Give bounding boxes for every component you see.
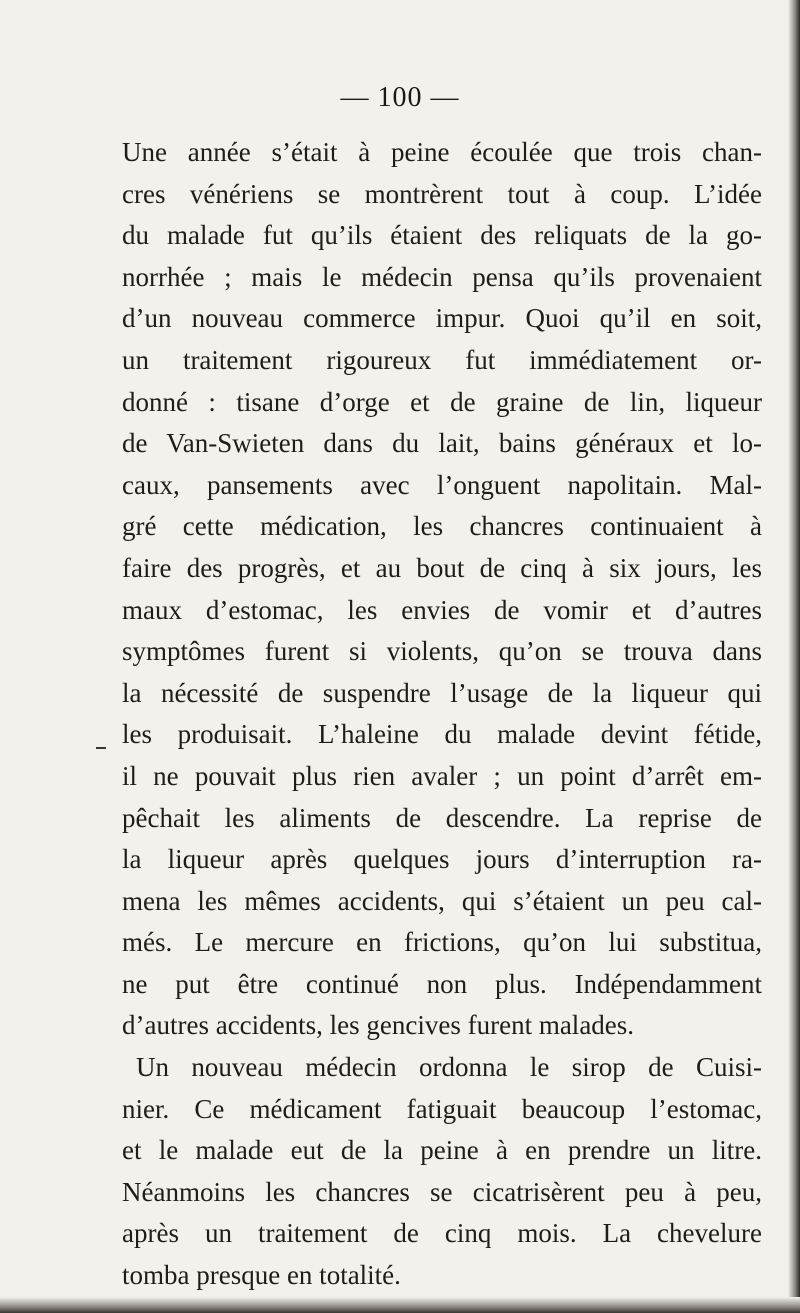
text-line: tomba presque en totalité.	[122, 1260, 401, 1291]
text-line: cres vénériens se montrèrent tout à coup. L’idée	[122, 178, 762, 209]
page-number: — 100 —	[340, 82, 460, 113]
text-line: après un traitement de cinq mois. La chevelure	[122, 1218, 762, 1249]
text-line: pêchait les aliments de descendre. La reprise de	[122, 802, 762, 833]
text-line: gré cette médication, les chancres continuaient à	[122, 511, 762, 542]
body-text	[122, 132, 762, 1297]
text-line: et le malade eut de la peine à en prendre un litre.	[122, 1135, 762, 1166]
text-line: un traitement rigoureux fut immédiatement or-	[122, 344, 762, 375]
text-line: il ne pouvait plus rien avaler ; un point d’arrêt em-	[122, 760, 762, 791]
text-line: Néanmoins les chancres se cicatrisèrent peu à peu,	[122, 1176, 762, 1207]
text-line: caux, pansements avec l’onguent napolitain. Mal-	[122, 469, 762, 500]
text-line: maux d’estomac, les envies de vomir et d’autres	[122, 594, 762, 625]
text-line: Une année s’était à peine écoulée que trois chan-	[122, 137, 762, 167]
text-line: de Van-Swieten dans du lait, bains généraux et lo-	[122, 428, 762, 459]
text-line: d’un nouveau commerce impur. Quoi qu’il en soit,	[122, 303, 762, 334]
text-line: du malade fut qu’ils étaient des reliquats de la go-	[122, 220, 762, 251]
text-line: donné : tisane d’orge et de graine de lin, liqueur	[122, 386, 762, 417]
text-line: symptômes furent si violents, qu’on se trouva dans	[122, 636, 762, 667]
text-line: la nécessité de suspendre l’usage de la liqueur qui	[122, 677, 762, 708]
text-line: faire des progrès, et au bout de cinq à six jours, les	[122, 552, 762, 583]
text-line: Un nouveau médecin ordonna le sirop de Cuisi-	[136, 1052, 762, 1083]
text-line: ne put être continué non plus. Indépendamment	[122, 968, 762, 999]
page-edge-shadow	[788, 0, 800, 1313]
page-bottom-shadow	[0, 1297, 800, 1313]
text-line: norrhée ; mais le médecin pensa qu’ils provenaient	[122, 261, 762, 292]
margin-mark	[96, 747, 106, 749]
text-line: nier. Ce médicament fatiguait beaucoup l’estomac,	[122, 1093, 762, 1124]
text-line: la liqueur après quelques jours d’interruption ra-	[122, 844, 762, 875]
text-line: d’autres accidents, les gencives furent malades.	[122, 1010, 635, 1041]
text-line: mena les mêmes accidents, qui s’étaient un peu cal-	[122, 885, 762, 916]
text-line: més. Le mercure en frictions, qu’on lui substitua,	[122, 927, 762, 958]
text-line: les produisait. L’haleine du malade devint fétide,	[122, 719, 762, 750]
